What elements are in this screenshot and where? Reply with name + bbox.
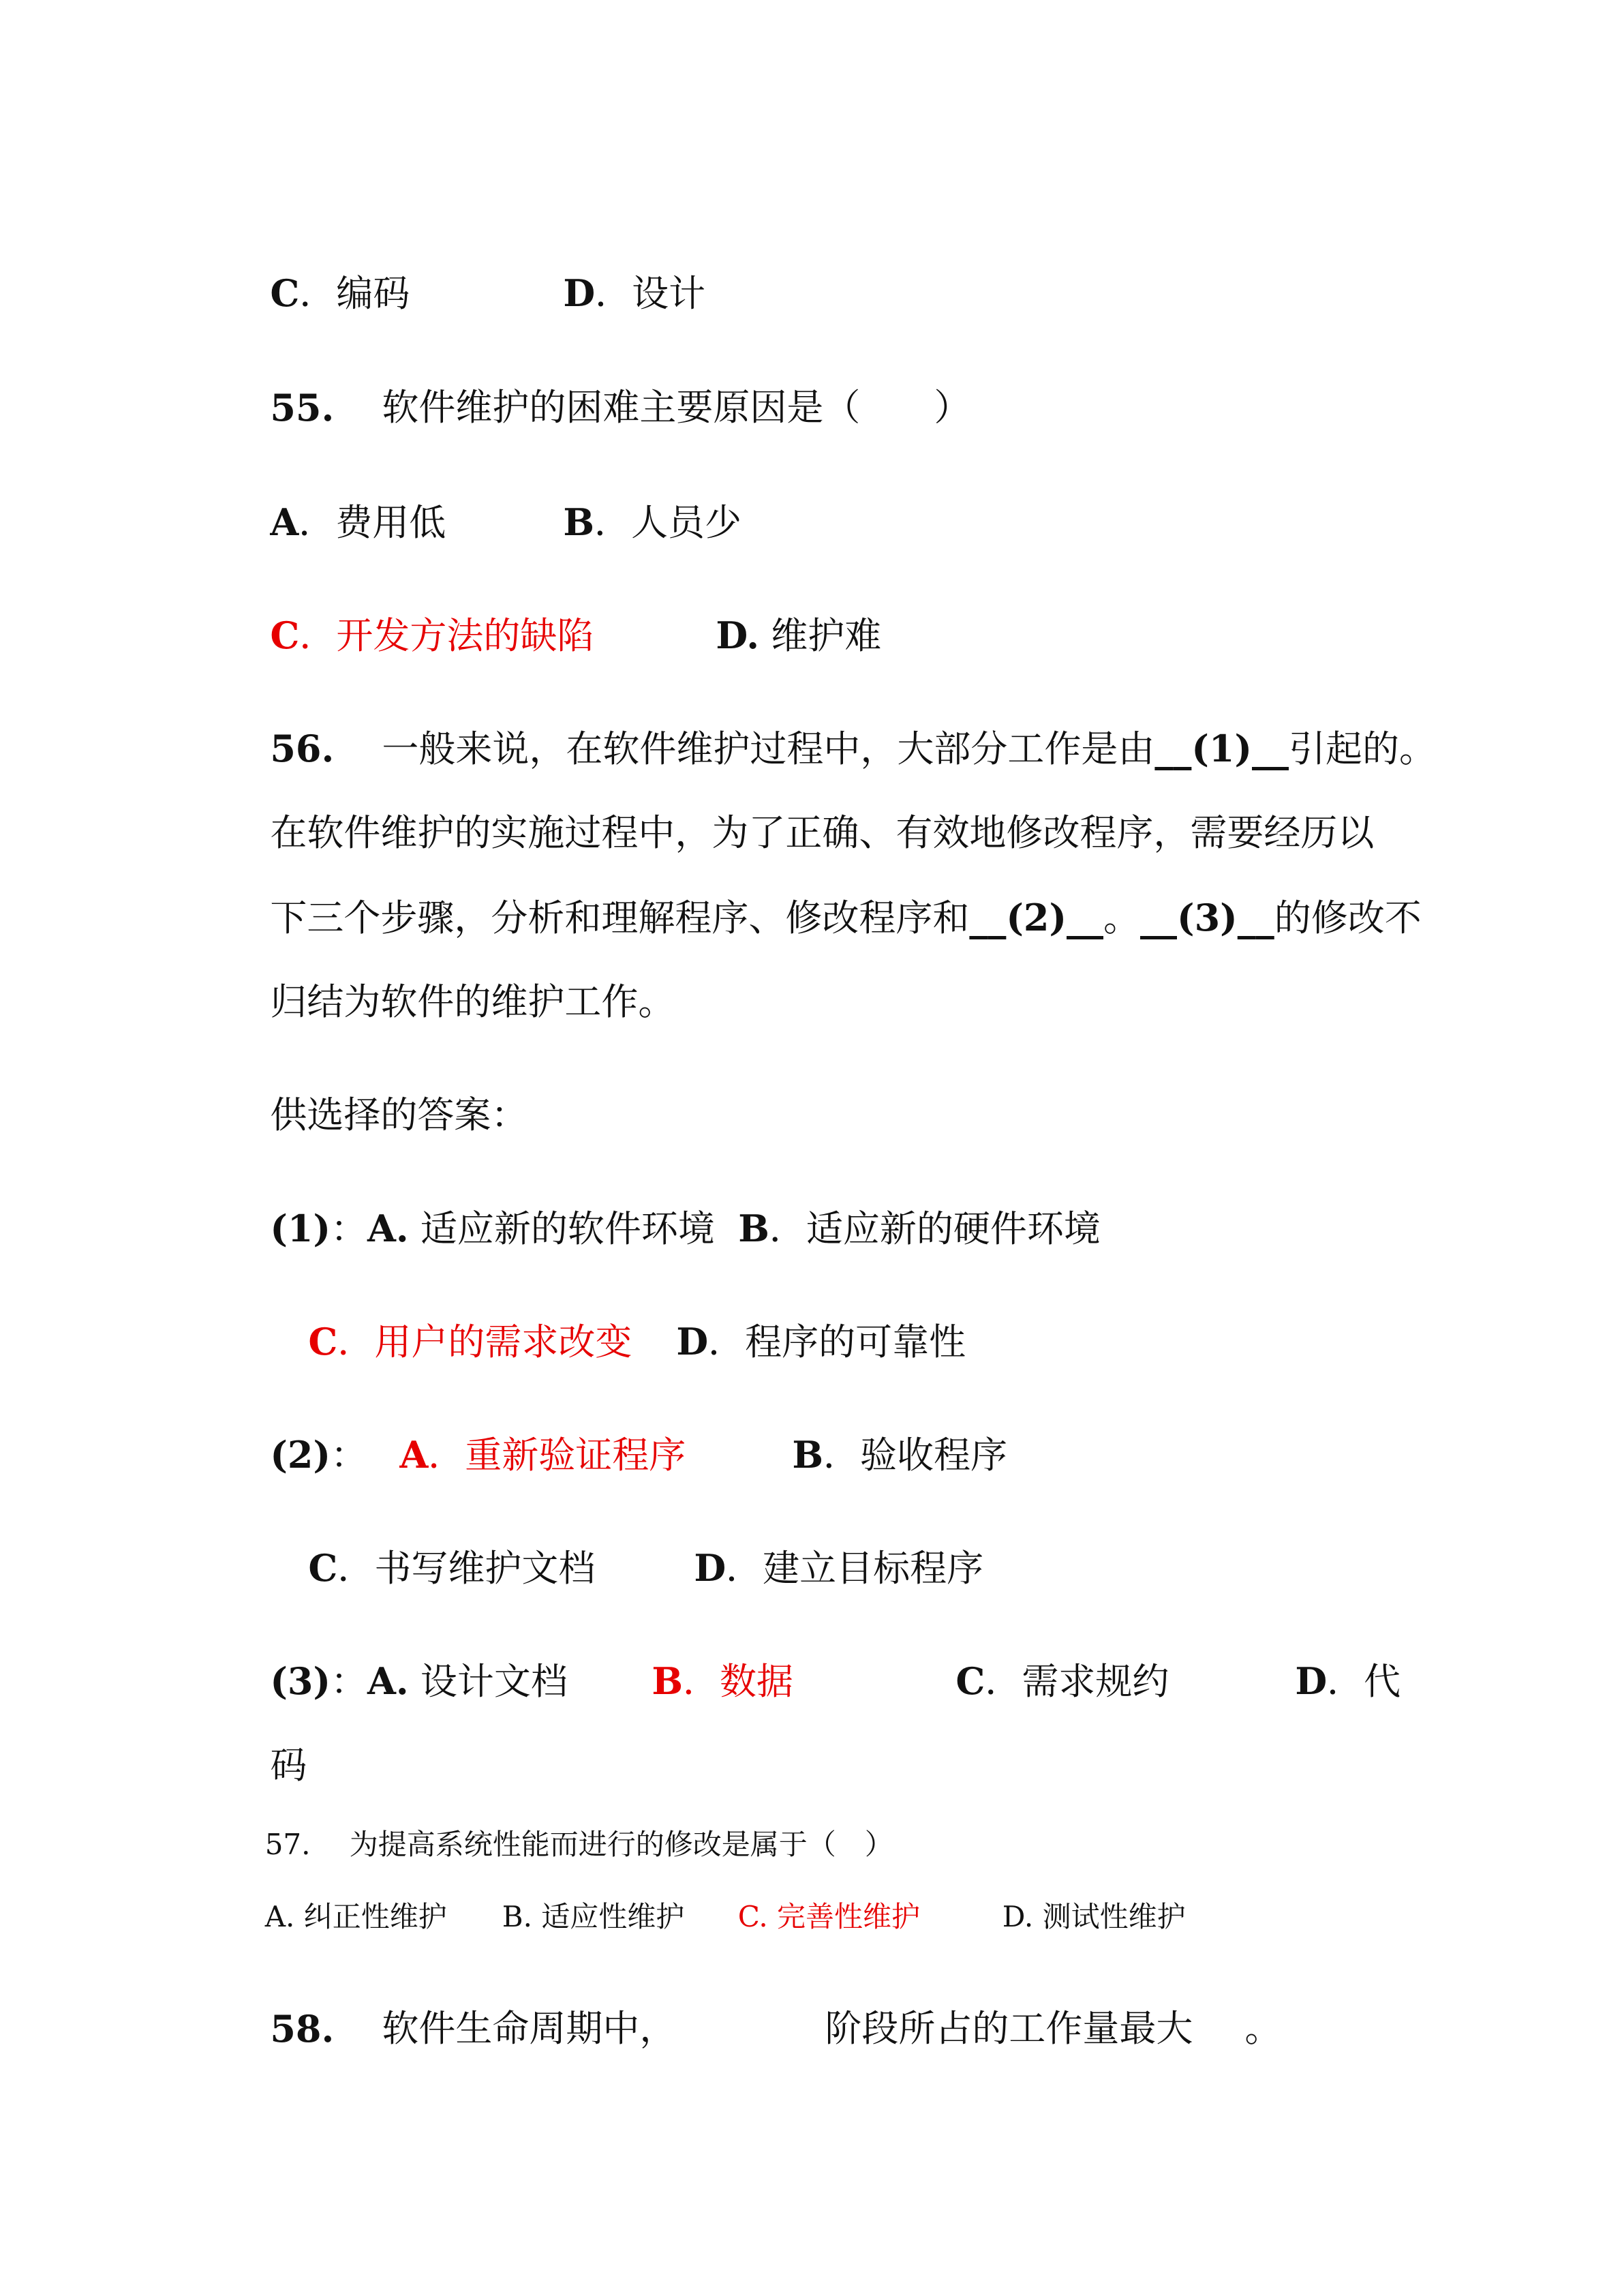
option-dot: ． [683, 1660, 720, 1703]
option-dot: ． [823, 1434, 860, 1477]
question-number: 57. [264, 1828, 311, 1861]
option-text: 费用低 [335, 501, 446, 544]
option-d-block [540, 211, 705, 321]
option-text: 适应新的硬件环境 [806, 1207, 1101, 1250]
option-letter: D [1295, 1659, 1328, 1703]
option-dot: ． [428, 1434, 465, 1477]
option-letter: A. [367, 1207, 409, 1250]
option-letter: B [738, 1207, 769, 1250]
part-label: (1) [270, 1207, 331, 1250]
part-3-option-d [1272, 1599, 1401, 1709]
part-1-line-1 [247, 1147, 1101, 1256]
option-dot: ． [337, 1320, 375, 1363]
part-3-option-c [932, 1599, 1169, 1709]
option-letter: D. [716, 614, 760, 657]
question-number: 55. [270, 386, 335, 429]
option-letter: B [563, 500, 594, 544]
part-2-option-d [671, 1486, 983, 1596]
option-dot: ． [594, 501, 631, 544]
blank-2: __(2)__ [969, 896, 1104, 939]
option-letter: A [270, 500, 299, 544]
option-text: 维护难 [771, 614, 882, 657]
option-letter: C [308, 1320, 338, 1363]
option-text: B. 适应性维护 [502, 1900, 685, 1933]
option-letter: B [792, 1433, 823, 1477]
q57-option-c-answer [720, 1856, 920, 1937]
option-dot: ． [299, 614, 337, 657]
question-58-number [247, 1947, 334, 2057]
part-2-label [247, 1373, 367, 1483]
blank-1: __(1)__ [1154, 727, 1289, 770]
option-dot: ． [726, 1547, 763, 1590]
option-text: 建立目标程序 [763, 1547, 984, 1590]
q55-option-a [247, 440, 446, 550]
option-text: 用户的需求改变 [374, 1320, 632, 1363]
question-text: 归结为软件的维护工作。 [270, 980, 675, 1023]
question-text: 的修改不 [1274, 896, 1422, 939]
option-text: 书写维护文档 [374, 1547, 596, 1590]
options-line-c-d [247, 211, 410, 321]
part-3-option-b-answer [628, 1599, 793, 1709]
option-text: 人员少 [631, 501, 741, 544]
option-dot: ． [708, 1320, 746, 1363]
question-text: 引起的。 [1289, 727, 1437, 770]
option-letter: A. [367, 1659, 409, 1703]
part-1-option-d [653, 1260, 966, 1370]
option-letter: D [676, 1320, 709, 1363]
question-number: 58. [270, 2007, 335, 2051]
q55-option-d [692, 554, 881, 663]
option-letter: C [270, 614, 300, 657]
option-dot: ． [769, 1207, 806, 1250]
option-d-text: 设计 [632, 272, 706, 315]
q55-option-b [540, 440, 741, 550]
part-3-wrap-line [247, 1684, 307, 1793]
part-2-option-b [769, 1373, 1007, 1483]
question-text: 软件维护的困难主要原因是（ ） [382, 386, 971, 429]
option-c-text: 编码 [336, 272, 410, 315]
q57-option-d [984, 1856, 1186, 1937]
question-text: 在软件维护的实施过程中，为了正确、有效地修改程序，需要经历以 [270, 811, 1375, 854]
option-text: 适应新的软件环境 [420, 1207, 715, 1250]
question-58-end [1221, 1947, 1281, 2056]
option-letter: B [652, 1659, 683, 1703]
question-55-stem [358, 326, 970, 435]
option-text: C. 完善性维护 [737, 1900, 921, 1933]
option-text: 设计文档 [420, 1660, 568, 1703]
option-text: 代 [1364, 1660, 1401, 1703]
option-text: A. 纠正性维护 [264, 1900, 447, 1933]
question-57-number [247, 1783, 311, 1865]
q55-option-c-answer [247, 554, 594, 663]
blank-3: __(3)__ [1140, 896, 1274, 939]
part-label: (2) [270, 1433, 331, 1477]
question-text: 为提高系统性能而进行的修改是属于（ ） [349, 1828, 893, 1861]
part-2-option-c [285, 1486, 595, 1596]
option-text-wrap: 码 [270, 1744, 307, 1787]
part-1-option-c-answer [285, 1260, 632, 1370]
option-d-dot: ． [595, 272, 632, 315]
question-55-number [247, 326, 334, 436]
option-d-letter: D [563, 271, 596, 315]
option-letter: D [694, 1546, 726, 1590]
question-text: 下三个步骤，分析和理解程序、修改程序和 [270, 896, 970, 939]
option-text: 开发方法的缺陷 [336, 614, 594, 657]
question-58-stem-part-2 [801, 1947, 1193, 2056]
q57-option-b [484, 1856, 684, 1937]
q57-option-a [247, 1856, 447, 1937]
option-text: 程序的可靠性 [745, 1320, 966, 1363]
option-letter: A [399, 1433, 429, 1477]
part-colon: ： [331, 1434, 368, 1477]
question-number: 56. [270, 727, 335, 770]
part-2-option-a-answer [376, 1373, 686, 1483]
option-text: 需求规约 [1022, 1660, 1169, 1703]
option-c-dot: ． [299, 272, 337, 315]
question-56-line-4 [247, 920, 675, 1029]
part-label: (3) [270, 1659, 331, 1703]
option-text: D. 测试性维护 [1002, 1900, 1186, 1933]
option-dot: ． [1327, 1660, 1364, 1703]
option-dot: ． [985, 1660, 1022, 1703]
question-text: 。 [1244, 2007, 1282, 2050]
part-colon: ： [331, 1660, 368, 1703]
question-58-stem-part-1 [358, 1947, 676, 2056]
choices-label [247, 1033, 527, 1143]
question-text: 。 [1103, 896, 1141, 939]
option-dot: ． [337, 1547, 375, 1590]
question-text: 阶段所占的工作量最大 [825, 2007, 1193, 2050]
option-text: 数据 [720, 1660, 793, 1703]
option-letter: C [955, 1659, 985, 1703]
option-c-letter: C [270, 271, 300, 315]
option-dot: ． [299, 501, 336, 544]
choices-label-text: 供选择的答案： [270, 1093, 528, 1136]
question-text: 一般来说，在软件维护过程中，大部分工作是由 [382, 727, 1155, 770]
option-letter: C [308, 1546, 338, 1590]
question-text: 软件生命周期中， [382, 2007, 677, 2050]
question-57-stem [331, 1783, 893, 1865]
option-text: 重新验证程序 [465, 1434, 686, 1477]
option-text: 验收程序 [860, 1434, 1007, 1477]
part-colon: ： [331, 1207, 368, 1250]
